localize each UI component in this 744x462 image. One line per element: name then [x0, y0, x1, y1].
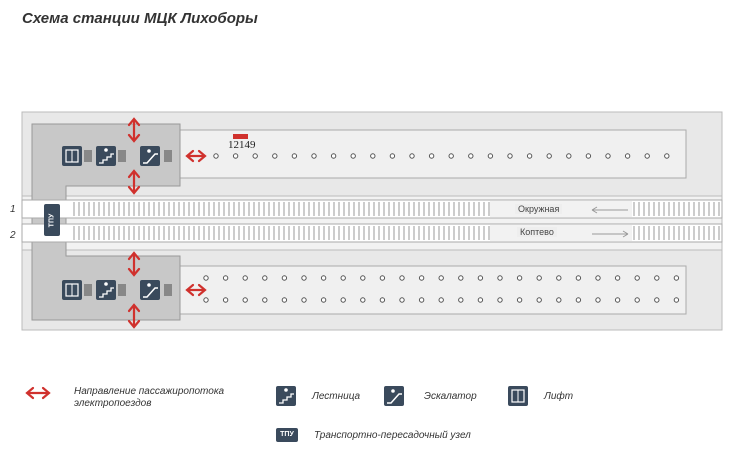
track-number-2: 2: [10, 230, 16, 241]
column-dot: [429, 154, 433, 158]
column-dot: [635, 276, 639, 280]
column-dot: [223, 298, 227, 302]
legend-escalator-label: Эскалатор: [424, 391, 477, 402]
column-dot: [243, 276, 247, 280]
column-dot: [449, 154, 453, 158]
column-dot: [233, 154, 237, 158]
lower-platform: [180, 266, 686, 314]
column-dot: [400, 298, 404, 302]
column-dot: [302, 298, 306, 302]
legend-stairs-label: Лестница: [312, 391, 361, 402]
legend-tpu-label: Транспортно-пересадочный узел: [314, 430, 471, 441]
column-dot: [439, 298, 443, 302]
direction-label-okruzhnaya: Окружная: [515, 204, 562, 214]
direction-label-koptevo: Коптево: [517, 227, 557, 237]
column-dot: [596, 298, 600, 302]
column-dot: [635, 298, 639, 302]
legend-elevator-icon: [508, 386, 528, 406]
elevator-icon: [62, 280, 82, 300]
column-dot: [596, 276, 600, 280]
column-dot: [419, 298, 423, 302]
column-dot: [547, 154, 551, 158]
column-dot: [645, 154, 649, 158]
platform-label: 12149: [228, 139, 256, 151]
column-dot: [380, 276, 384, 280]
column-dot: [400, 276, 404, 280]
column-dot: [321, 276, 325, 280]
column-dot: [292, 154, 296, 158]
column-dot: [625, 154, 629, 158]
column-dot: [498, 298, 502, 302]
escalator-icon: [140, 280, 160, 300]
column-dot: [674, 298, 678, 302]
tpu-badge-text-wrap: [44, 204, 60, 236]
column-dot: [223, 276, 227, 280]
column-dot: [253, 154, 257, 158]
stairs-icon: [96, 280, 116, 300]
column-dot: [302, 276, 306, 280]
column-dot: [586, 154, 590, 158]
column-dot: [204, 276, 208, 280]
column-dot: [459, 298, 463, 302]
column-dot: [419, 276, 423, 280]
column-dot: [459, 276, 463, 280]
column-dot: [361, 276, 365, 280]
column-dot: [380, 298, 384, 302]
column-dot: [263, 276, 267, 280]
column-dot: [361, 298, 365, 302]
column-dot: [478, 298, 482, 302]
column-dot: [655, 276, 659, 280]
tpu-badge-text: ТПУ: [48, 213, 56, 227]
column-dot: [312, 154, 316, 158]
column-dot: [439, 276, 443, 280]
column-dot: [655, 298, 659, 302]
legend-tpu-badge-text: ТПУ: [280, 431, 294, 438]
column-dot: [557, 276, 561, 280]
escalator-icon: [140, 146, 160, 166]
track-number-1: 1: [10, 204, 16, 215]
column-dot: [341, 298, 345, 302]
column-dot: [273, 154, 277, 158]
column-dot: [498, 276, 502, 280]
legend-flow-icon: [27, 388, 49, 398]
column-dot: [488, 154, 492, 158]
legend-escalator-icon: [384, 386, 404, 406]
column-dot: [478, 276, 482, 280]
legend-elevator-label: Лифт: [544, 391, 574, 402]
column-dot: [615, 298, 619, 302]
column-dot: [371, 154, 375, 158]
column-dot: [321, 298, 325, 302]
column-dot: [214, 154, 218, 158]
column-dot: [331, 154, 335, 158]
legend-stairs-icon: [276, 386, 296, 406]
column-dot: [615, 276, 619, 280]
column-dot: [517, 298, 521, 302]
column-dot: [351, 154, 355, 158]
column-dot: [517, 276, 521, 280]
column-dot: [606, 154, 610, 158]
column-dot: [390, 154, 394, 158]
column-dot: [469, 154, 473, 158]
stairs-icon: [96, 146, 116, 166]
column-dot: [282, 276, 286, 280]
column-dot: [665, 154, 669, 158]
column-dot: [537, 298, 541, 302]
column-dot: [243, 298, 247, 302]
legend-flow-label: Направление пассажиропотока электропоездов: [74, 386, 225, 409]
column-dot: [341, 276, 345, 280]
column-dot: [567, 154, 571, 158]
column-dot: [263, 298, 267, 302]
column-dot: [674, 276, 678, 280]
direction-label-bg: [490, 225, 632, 241]
column-dot: [557, 298, 561, 302]
column-dot: [282, 298, 286, 302]
column-dot: [508, 154, 512, 158]
column-dot: [537, 276, 541, 280]
elevator-icon: [62, 146, 82, 166]
column-dot: [576, 298, 580, 302]
column-dot: [527, 154, 531, 158]
column-dot: [204, 298, 208, 302]
page-title: Схема станции МЦК Лихоборы: [22, 10, 258, 27]
column-dot: [576, 276, 580, 280]
column-dot: [410, 154, 414, 158]
